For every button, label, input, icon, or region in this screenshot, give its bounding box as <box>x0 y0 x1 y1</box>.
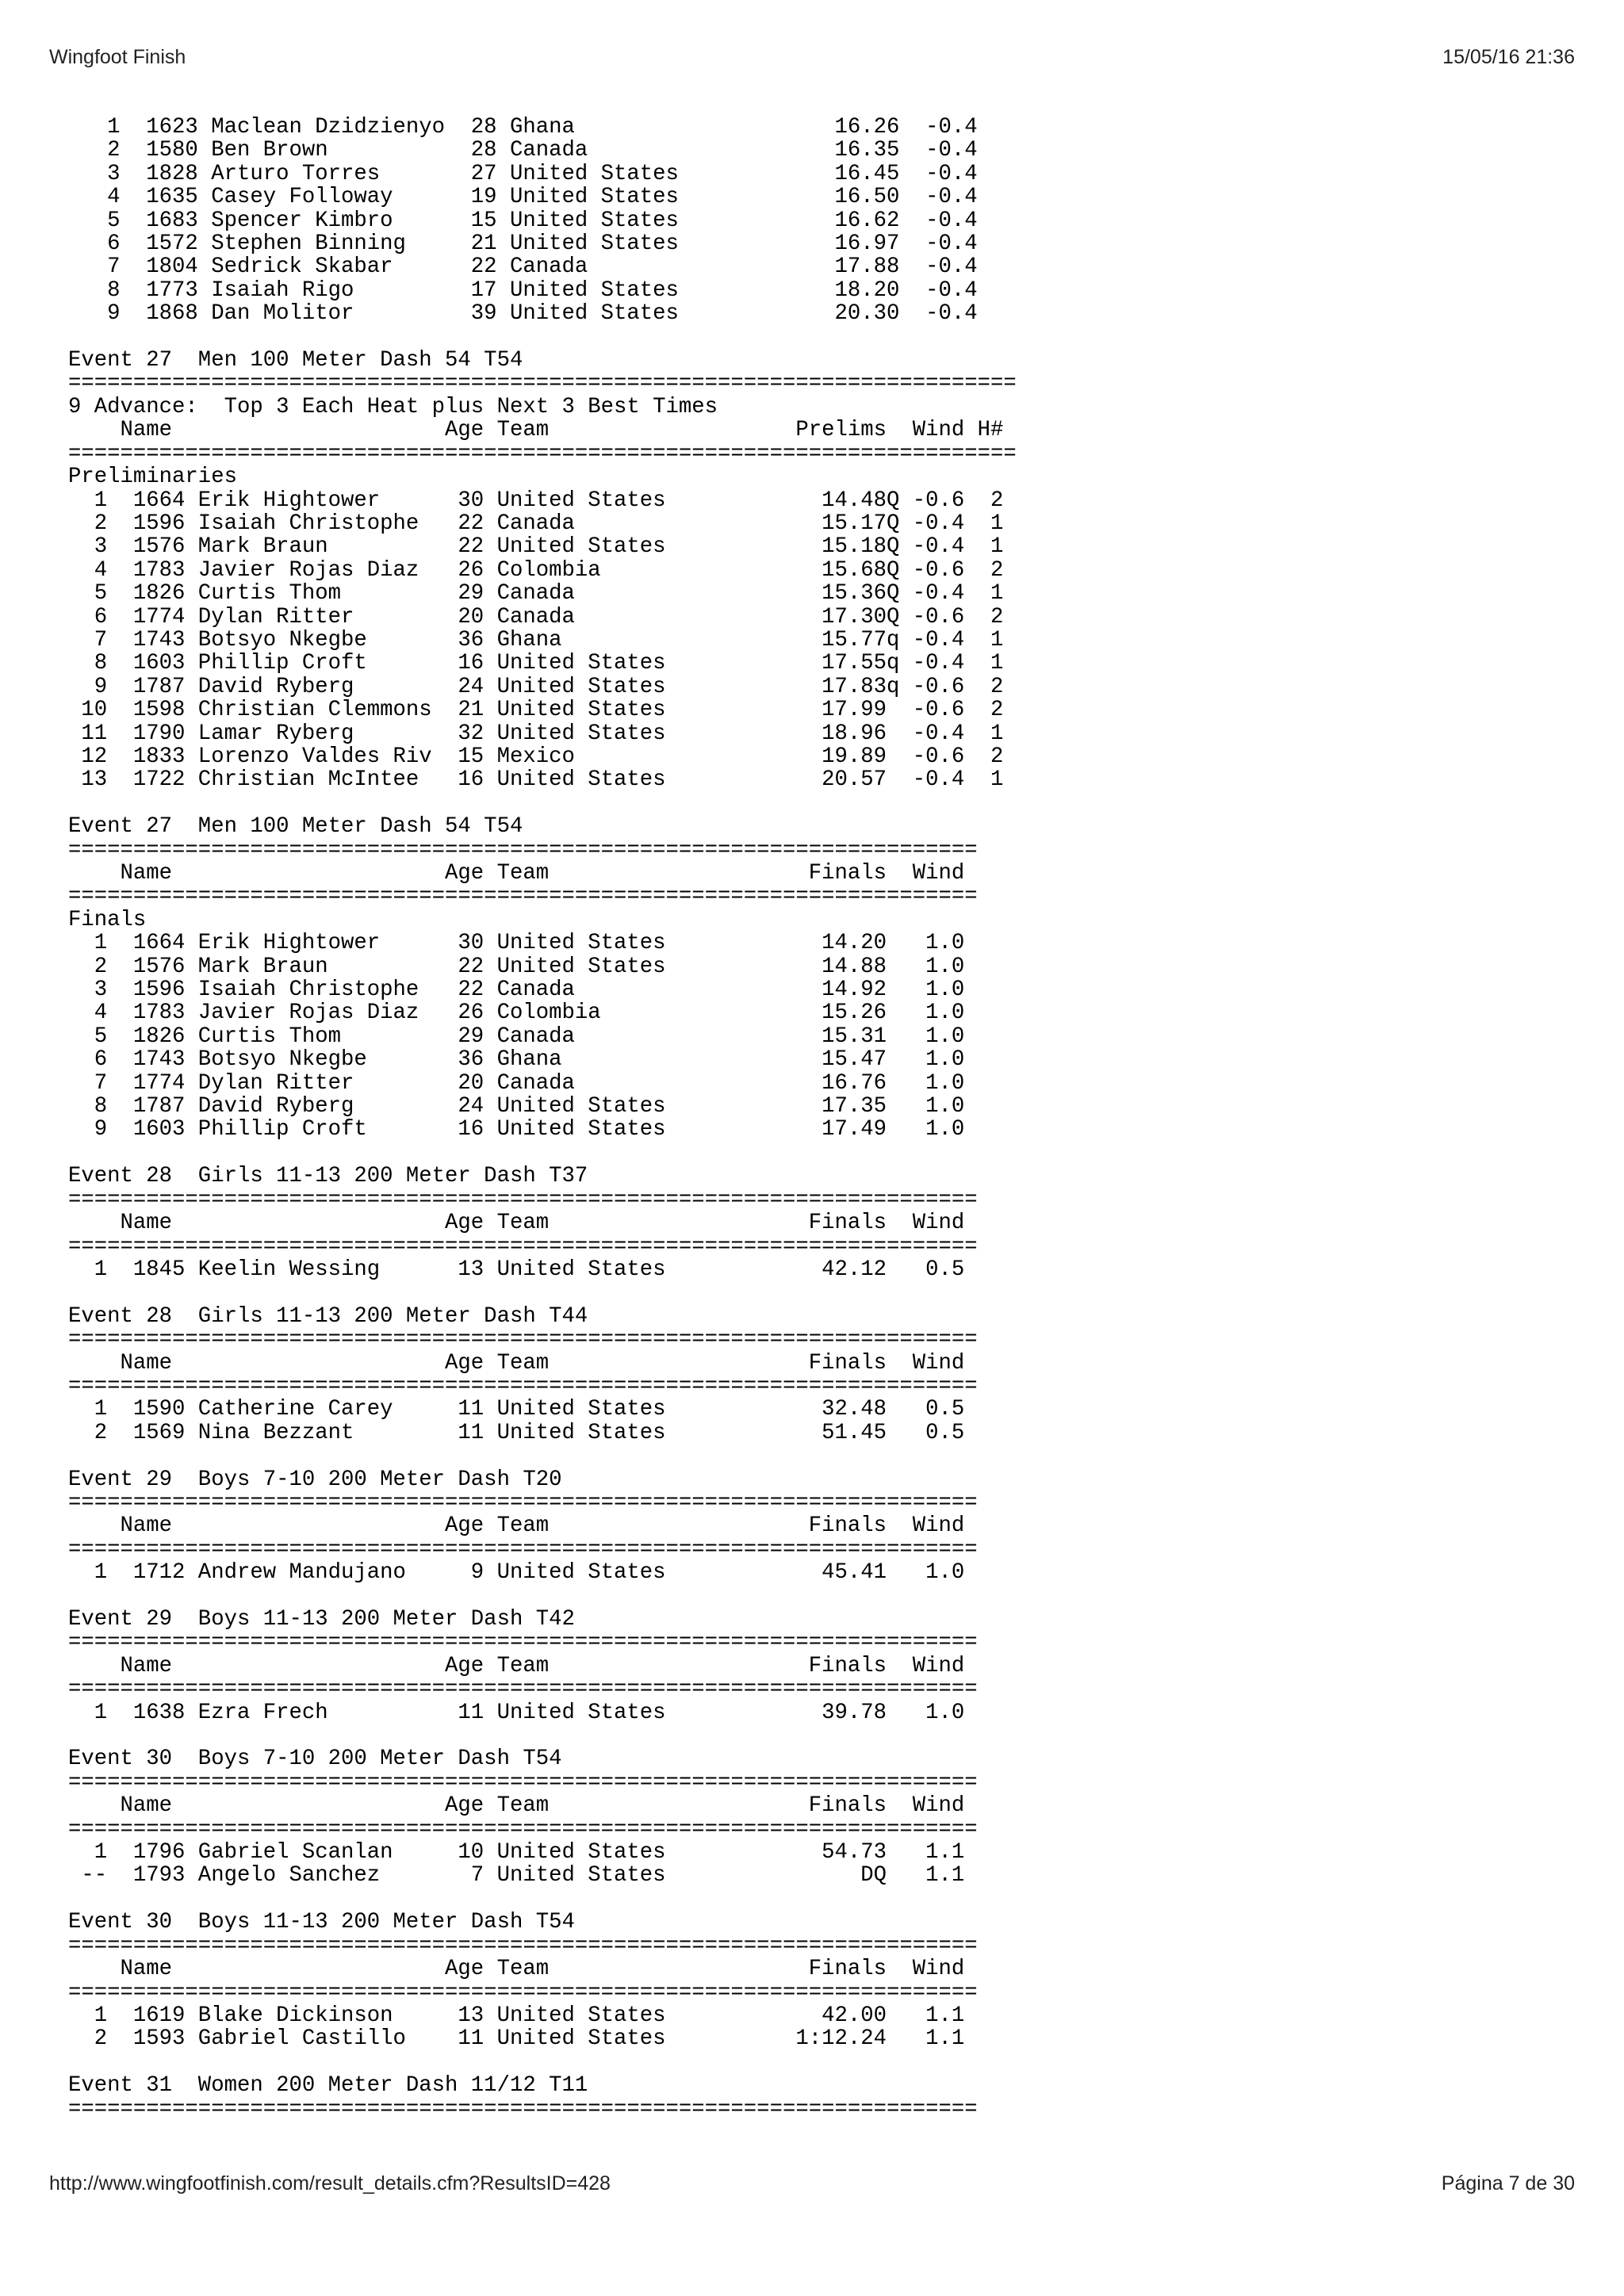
page-header-timestamp: 15/05/16 21:36 <box>1442 46 1575 68</box>
footer-page-number: Página 7 de 30 <box>1441 2172 1575 2195</box>
footer-url: http://www.wingfootfinish.com/result_details.cfm?ResultsID=428 <box>49 2172 611 2195</box>
page-header-title: Wingfoot Finish <box>49 46 186 68</box>
results-listing: 1 1623 Maclean Dzidzienyo 28 Ghana 16.26 -0.4 2 1580 Ben Brown 28 Canada 16.35 -0.4 3 1828 Arturo Torres 27 United States 16.45 -0.4 4 1635 Casey Followay 19 United States 16.50 -0.4 5 1683 Spencer Kimbro 15 United States 16.62 -0.4 6 1572 Stephen Binning 21 United States 16.97 -0.4 7 1804 Sedrick Skabar 22 Canada 17.88 -0.4 8 1773 Isaiah Rigo 17 United States 18.20 -0.4 9 1868 Dan Molitor 39 United States 20.30 -0.4 Event 27 Men 100 Meter Dash 54 T54 ========================================================================= 9 Advance: Top 3 Each Heat plus Next 3 Best Times Name Age Team Prelims Wind H# ========================================================================= Preliminaries 1 1664 Erik Hightower 30 United States 14.48Q -0.6 2 2 1596 Isaiah Christophe 22 Canada 15.17Q -0.4 1 3 1576 Mark Braun 22 United States 15.18Q -0.4 1 4 1783 Javier Rojas Diaz 26 Colombia 15.68Q -0.6 2 5 1826 Curtis Thom 29 Canada 15.36Q -0.4 1 6 1774 Dylan Ritter 20 Canada 17.30Q -0.6 2 7 1743 Botsyo Nkegbe 36 Ghana 15.77q -0.4 1 8 1603 Phillip Croft 16 United States 17.55q -0.4 1 9 1787 David Ryberg 24 United States 17.83q -0.6 2 10 1598 Christian Clemmons 21 United States 17.99 -0.6 2 11 1790 Lamar Ryberg 32 United States 18.96 -0.4 1 12 1833 Lorenzo Valdes Riv 15 Mexico 19.89 -0.6 2 13 1722 Christian McIntee 16 United States 20.57 -0.4 1 Event 27 Men 100 Meter Dash 54 T54 ====================================================================== Name Age Team Finals Wind ====================================================================== Finals 1 1664 Erik Hightower 30 United States 14.20 1.0 2 1576 Mark Braun 22 United States 14.88 1.0 3 1596 Isaiah Christophe 22 Canada 14.92 1.0 4 1783 Javier Rojas Diaz 26 Colombia 15.26 1.0 5 1826 Curtis Thom 29 Canada 15.31 1.0 6 1743 Botsyo Nkegbe 36 Ghana 15.47 1.0 7 1774 Dylan Ritter 20 Canada 16.76 1.0 8 1787 David Ryberg 24 United States 17.35 1.0 9 1603 Phillip Croft 16 United States 17.49 1.0 Event 28 Girls 11-13 200 Meter Dash T37 ====================================================================== Name Age Team Finals Wind ====================================================================== 1 1845 Keelin Wessing 13 United States 42.12 0.5 Event 28 Girls 11-13 200 Meter Dash T44 ====================================================================== Name Age Team Finals Wind ====================================================================== 1 1590 Catherine Carey 11 United States 32.48 0.5 2 1569 Nina Bezzant 11 United States 51.45 0.5 Event 29 Boys 7-10 200 Meter Dash T20 ====================================================================== Name Age Team Finals Wind ====================================================================== 1 1712 Andrew Mandujano 9 United States 45.41 1.0 Event 29 Boys 11-13 200 Meter Dash T42 ====================================================================== Name Age Team Finals Wind ====================================================================== 1 1638 Ezra Frech 11 United States 39.78 1.0 Event 30 Boys 7-10 200 Meter Dash T54 ====================================================================== Name Age Team Finals Wind ====================================================================== 1 1796 Gabriel Scanlan 10 United States 54.73 1.1 -- 1793 Angelo Sanchez 7 United States DQ 1.1 Event 30 Boys 11-13 200 Meter Dash T54 ====================================================================== Name Age Team Finals Wind ====================================================================== 1 1619 Blake Dickinson 13 United States 42.00 1.1 2 1593 Gabriel Castillo 11 United States 1:12.24 1.1 Event 31 Women 200 Meter Dash 11/12 T11 ====================================================================== <box>68 115 1017 2122</box>
